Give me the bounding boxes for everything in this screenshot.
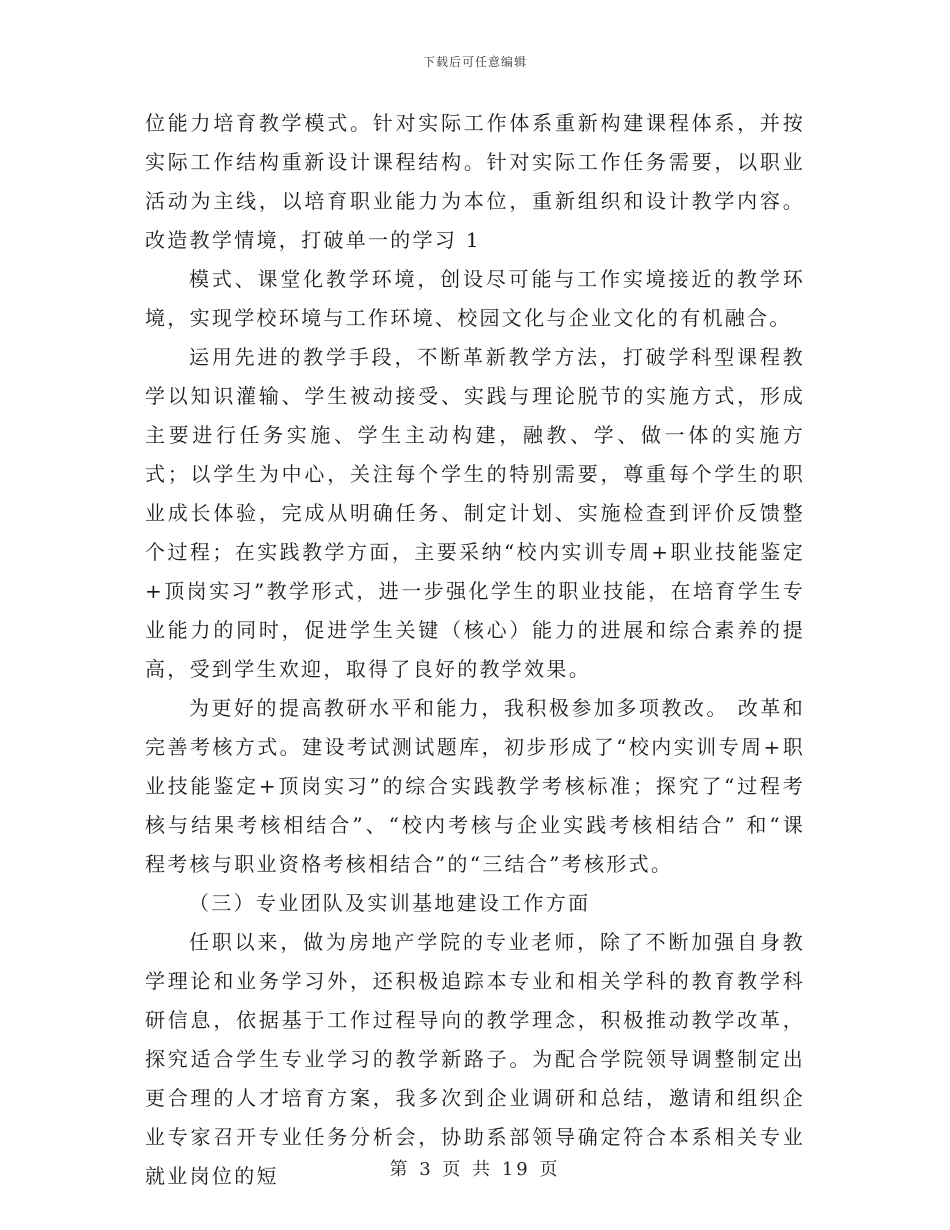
section-heading: （三）专业团队及实训基地建设工作方面 [189,891,591,915]
paragraph-3: 运用先进的教学手段，不断革新教学方法，打破学科型课程教学以知识灌输、学生被动接受、实践与理论脱节的实施方式，形成主要进行任务实施、学生主动构建，融教、学、做一体的实施方式；以学生为中心，关注每个学生的特别需要，尊重每个学生的职业成长体验，完成从明确任务、制定计划、实施检查到评价反馈整个过程；在实践教学方面，主要采纳“校内实训专周+职业技能鉴定+顶岗实习”教学形式，进一步强化学生的职业技能，在培育学生专业能力的同时，促进学生关键（核心）能力的进展和综合素养的提高，受到学生欢迎，取得了良好的教学效果。 [145,345,805,681]
paragraph-4: 为更好的提高教研水平和能力，我积极参加多项教改。 改革和完善考核方式。建设考试测试题库，初步形成了“校内实训专周+职业技能鉴定+顶岗实习”的综合实践教学考核标准；探究了“过程考核与结果考核相结合”、“校内考核与企业实践考核相结合” 和“课程考核与职业资格考核相结合”的“三结合”考核形式。 [145,696,805,876]
paragraph-2: 模式、课堂化教学环境，创设尽可能与工作实境接近的教学环境，实现学校环境与工作环境、校园文化与企业文化的有机融合。 [145,267,805,330]
document-body [145,104,805,1196]
page-number: 第 3 页 共 19 页 [389,1159,561,1180]
page-header-note: 下载后可任意编辑 [422,55,527,69]
paragraph-5: 任职以来，做为房地产学院的专业老师，除了不断加强自身教学理论和业务学习外，还积极追踪本专业和相关学科的教育教学科研信息，依据基于工作过程导向的教学理念，积极推动教学改革，探究适合学生专业学习的教学新路子。为配合学院领导调整制定出更合理的人才培育方案，我多次到企业调研和总结，邀请和组织企业专家召开专业任务分析会，协助系部领导确定符合本系相关专业就业岗位的短 [145,930,805,1188]
paragraph-1: 位能力培育教学模式。针对实际工作体系重新构建课程体系，并按实际工作结构重新设计课程结构。针对实际工作任务需要，以职业活动为主线，以培育职业能力为本位，重新组织和设计教学内容。改造教学情境，打破单一的学习 1 [145,111,805,252]
